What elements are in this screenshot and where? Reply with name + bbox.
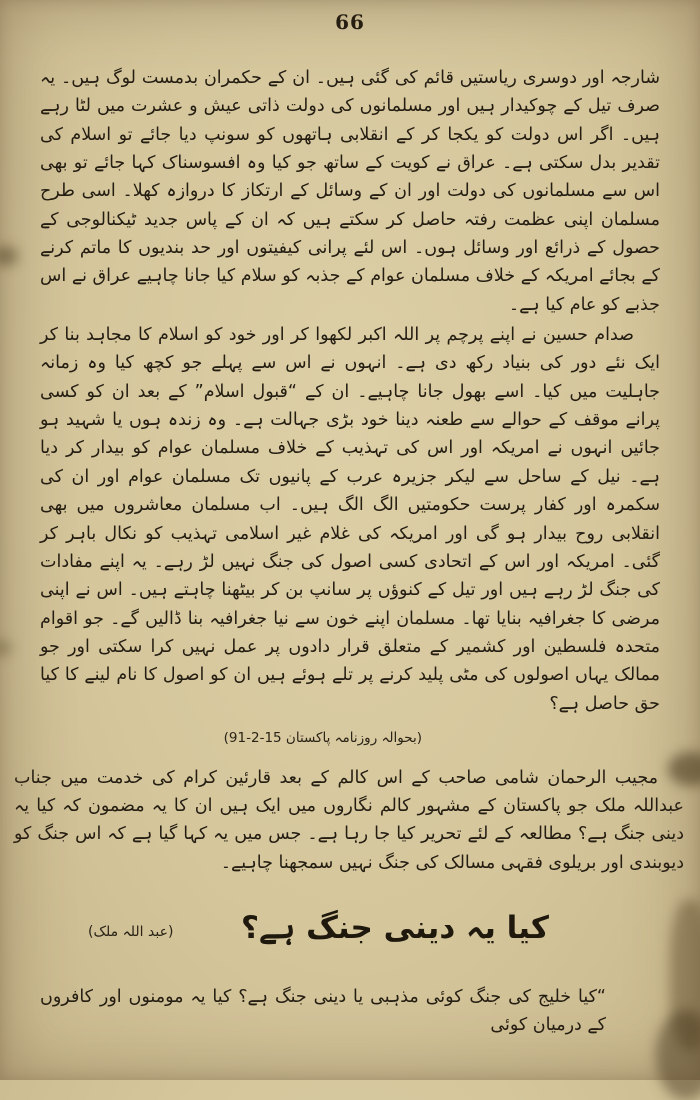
article-title: کیا یہ دینی جنگ ہے؟ bbox=[241, 910, 549, 947]
body-text bbox=[14, 64, 684, 1039]
paragraph-editor-note: مجیب الرحمان شامی صاحب کے اس کالم کے بعد قارئین کرام کی خدمت میں جناب عبداللہ ملک جو پاکستان کے مشہور کالم نگاروں میں ایک ہیں ان کا یہ مضمون کہ کیا یہ دینی جنگ ہے؟ مطالعہ کے لئے تحریر کیا جا رہا ہے۔ جس میں یہ کہا گیا ہے کہ اس جنگ کو دیوبندی اور بریلوی فقہی مسالک کی جنگ نہیں سمجھنا چاہیے۔ bbox=[14, 767, 684, 873]
paragraph-opening-quote: “کیا خلیج کی جنگ کوئی مذہبی یا دینی جنگ ہے؟ کیا یہ مومنوں اور کافروں کے درمیان کوئی bbox=[40, 987, 606, 1036]
paragraph-saddam-hussein: صدام حسین نے اپنے پرچم پر اللہ اکبر لکھوا کر اور خود کو اسلام کا مجاہد بنا کر ایک نئے دور کی بنیاد رکھ دی ہے۔ انہوں نے اس سے پہلے جو کچھ کیا وہ زمانہ جاہلیت میں کیا۔ اسے بھول جانا چاہیے۔ ان کے “قبول اسلام” کے بعد ان کو کسی پرانے موقف کے حوالے سے طعنہ دینا خود بڑی جہالت ہے۔ وہ زندہ ہوں یا شہید ہو جائیں انہوں نے امریکہ اور اس کی تہذیب کے خلاف مسلمان عوام کو بیدار کر دیا ہے۔ نیل کے ساحل سے لیکر جزیرہ عرب کے پانیوں تک مسلمان عوام اور ان کی سکمرہ اور کفار پرست حکومتیں الگ الگ ہیں۔ اب مسلمان معاشروں میں بھی انقلابی روح بیدار ہو گی اور امریکہ کی غلام غیر اسلامی تہذیب کو نکال باہر کر گئی۔ امریکہ اور اس کے اتحادی کسی اصول کی جنگ نہیں لڑ رہے۔ یہ اپنے مفادات کی جنگ لڑ رہے ہیں اور تیل کے کنوؤں پر سانپ بن کر بیٹھنا چاہتے ہیں۔ اس نے اپنی مرضی کا جغرافیہ بنایا تھا۔ مسلمان اپنے خون سے نیا جغرافیہ بنا ڈالیں گے۔ جو اقوام متحدہ فلسطین اور کشمیر کے متعلق قرار دادوں پر عمل نہیں کرا سکتی اور جو ممالک یہاں اصولوں کی مٹی پلید کرنے پر تلے ہوئے ہیں ان کو اصول کا نام لینے کا کیا حق حاصل ہے؟ bbox=[40, 325, 660, 714]
paragraph-oil-wealth: شارجہ اور دوسری ریاستیں قائم کی گئی ہیں۔ ان کے حکمران بدمست لوگ ہیں۔ یہ صرف تیل کے چوکیدار ہیں اور مسلمانوں کی دولت ذاتی عیش و عشرت میں لٹا رہے ہیں۔ اگر اس دولت کو یکجا کر کے انقلابی ہاتھوں کو سونپ دیا جائے تو اسلام کی تقدیر بدل سکتی ہے۔ عراق نے کویت کے ساتھ جو کیا وہ افسوسناک کہا جائے تو بھی اس سے مسلمانوں کی دولت اور ان کے وسائل کے ارتکاز کا دروازہ کھلا۔ اسی طرح مسلمان اپنی عظمت رفتہ حاصل کر سکتے ہیں کہ ان کے پاس جدید ٹیکنالوجی کے حصول کے ذرائع اور وسائل ہوں۔ اس لئے پرانی کیفیتوں اور حد بندیوں کا ماتم کرنے کے بجائے امریکہ کے خلاف مسلمان عوام کے جذبہ کو سلام کیا جانا چاہیے عراق نے اس جذبے کو عام کیا ہے۔ bbox=[40, 68, 660, 315]
article-author: (عبد اللہ ملک) bbox=[88, 924, 174, 941]
page-number: 66 bbox=[335, 10, 365, 34]
source-reference: (بحوالہ روزنامہ پاکستان 15-2-91) bbox=[223, 729, 422, 746]
article-heading-row bbox=[40, 903, 660, 957]
